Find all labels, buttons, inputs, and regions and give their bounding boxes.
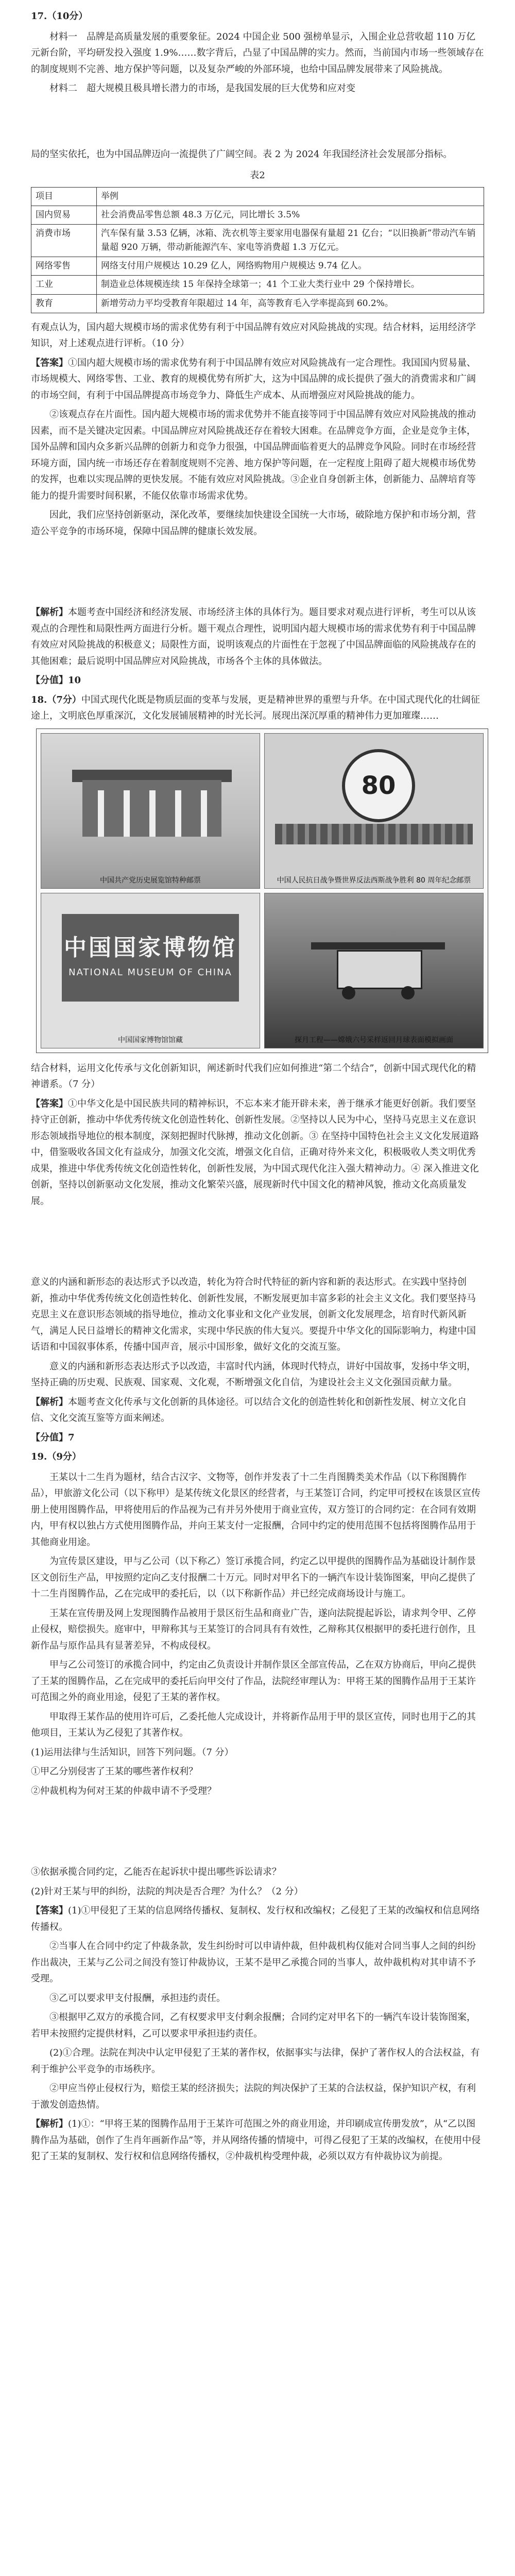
wheel-shape	[401, 986, 415, 999]
q19-line-2: 为宣传景区建设，甲与乙公司（以下称乙）签订承揽合同，约定乙以甲提供的图腾作品为基础设计制作景区文创衍生产品，甲按照约定向乙支付报酬二十万元。同时对甲名下的一辆汽车设计装饰图案，甲向乙提供了十二生肖图腾作品，乙在完成甲的委托后，以（以下称新作品）并已经完成商场设计与施工。	[31, 1556, 476, 1600]
q18-intro: 中国式现代化既是物质层面的变革与发展，更是精神世界的重塑与升华。在中国式现代化的壮阔征途上，文明底色厚重深沉，文化发展铺展精神的时光长河。展现出深沉厚重的精神伟力更加璀璨……	[31, 694, 480, 722]
analysis-label: 【解析】	[31, 607, 68, 618]
answer-label: 【答案】	[31, 357, 68, 368]
table-cell-example: 新增劳动力平均受教育年限超过 14 年，高等教育毛入学率提高到 60.2%。	[97, 294, 484, 313]
q19-line-4: 甲与乙公司签订的承揽合同中，约定由乙负责设计并制作景区全部宣传品，乙在双方协商后，甲向乙提供了王某的图腾作品，乙在完成甲的委托后向甲交付了作品，法院经审理认为：甲将王某的图腾作品用于王某许可范围之外的商业用途，侵犯了王某的著作权。	[31, 1659, 476, 1703]
blank-gap	[31, 1802, 484, 1864]
q18-answer-block	[31, 1096, 484, 1210]
stamp-panel-museum	[41, 733, 260, 889]
table-cell-example: 网络支付用户规模达 10.29 亿人，网络购物用户规模达 9.74 亿人。	[97, 257, 484, 276]
table-row	[31, 276, 484, 294]
q17-number: 17.（10分）	[31, 11, 88, 22]
table-cell-example: 汽车保有量 3.53 亿辆，冰箱、洗衣机等主要家用电器保有量超 21 亿台；“以旧换新”带动汽车销量超 920 万辆，带动新能源汽车、家电等消费超 1.3 万亿元。	[97, 224, 484, 257]
table-row	[31, 224, 484, 257]
blank-gap	[31, 543, 484, 604]
panel-caption: 中国人民抗日战争暨世界反法西斯战争胜利 80 周年纪念邮票	[277, 876, 471, 885]
museum-plaque	[62, 914, 239, 1002]
q19-sub-q2: ②仲裁机构为何对王某的仲裁申请不予受理？	[31, 1785, 216, 1797]
q18-question: 结合材料，运用文化传承与文化创新知识，阐述新时代我们应如何推进“第二个结合”，创新中国式现代化的精神谱系。（7 分）	[31, 1062, 476, 1090]
lander-shape	[337, 950, 422, 989]
indicator-table	[31, 187, 484, 313]
q19-answer-line-1: (1)①甲侵犯了王某的信息网络传播权、复制权、发行权和改编权；乙侵犯了王某的改编权和信息网络传播权。	[31, 1905, 480, 1933]
q17-answer-line-3: 因此，我们应坚持创新驱动，深化改革，要继续加快建设全国统一大市场，破除地方保护和市场分割，营造公平竞争的市场环境，保障中国品牌的健康长效发展。	[31, 510, 476, 537]
q18-number: 18.（7分）	[31, 694, 81, 705]
table-cell-example: 制造业总体规模连续 15 年保持全球第一；41 个工业大类行业中 29 个保持增长。	[97, 276, 484, 294]
panel-caption: 中国共产党历史展览馆特种邮票	[100, 876, 201, 885]
solar-panel-shape	[311, 942, 445, 950]
q17-material1: 材料一 品牌是高质量发展的重要象征。2024 中国企业 500 强榜单显示，入围企业总营收超 110 万亿元新台阶，平均研发投入强度 1.9%……数字背后，凸显了中国品牌的实力。然而，当前国内市场一些领域存在的制度规则不完善、地方保护等问题，以及复杂严峻的外部环境，也给中国品牌发展带来了风险挑战。	[31, 31, 484, 75]
blank-gap	[31, 1212, 484, 1274]
q18-score: 【分值】7	[31, 1432, 75, 1443]
q19-answer-line-4: ③根据甲乙双方的承揽合同，乙有权要求甲支付剩余报酬；合同约定对甲名下的一辆汽车设计装饰图案，若甲未按照约定提供材料，乙可以要求甲承担违约责任。	[31, 2012, 476, 2039]
table-row	[31, 206, 484, 224]
table-header-cell: 举例	[97, 187, 484, 206]
q18-answer-line-1: ①中华文化是中国民族共同的精神标识，不忘本来才能开辟未来，善于继承才能更好创新。我们要坚持守正创新，推动中华优秀传统文化创造性转化、创新性发展。②坚持以人民为中心，坚持马克思主义在意识形态领域指导地位的根本制度，深刻把握时代脉搏，推动文化创新。③ 在坚持中国特色社会主义文化发展道路中，借鉴吸收各国文化有益成分，加强文化交流，增强文化自信，正确对待外来文化，积极吸收人类文明优秀成果，推进中华优秀传统文化创造性转化，创新性发展，为中国式现代化注入强大精神动力。④ 深入推进文化创新，坚持以创新驱动文化发展，推动文化繁荣兴盛，展现新时代中国文化的精神风貌，推动文化高质量发展。	[31, 1098, 479, 1207]
wheel-shape	[342, 986, 355, 999]
q19-answer-line-3: ③乙可以要求甲支付报酬，承担违约责任。	[49, 1992, 226, 2004]
q19-analysis-block	[31, 2116, 484, 2165]
q17-analysis-block	[31, 604, 484, 669]
plaque-english-text: NATIONAL MUSEUM OF CHINA	[68, 967, 232, 978]
q18-analysis-block	[31, 1394, 484, 1427]
anniversary-badge: 80	[342, 749, 415, 822]
table-row	[31, 294, 484, 313]
table-cell-example: 社会消费品零售总额 48.3 万亿元，同比增长 3.5%	[97, 206, 484, 224]
document-body	[31, 6, 484, 2168]
q19-sub-q3: ③依据承揽合同约定，乙能否在起诉状中提出哪些诉讼请求？	[31, 1867, 281, 1878]
table-cell-category: 工业	[31, 276, 97, 294]
stamp-panel-anniversary	[264, 733, 484, 889]
table-cell-category: 教育	[31, 294, 97, 313]
stamp-figure	[36, 728, 488, 1053]
q19-sub-q1: ①甲乙分别侵害了王某的哪些著作权利？	[31, 1766, 198, 1777]
stamp-panel-national-museum	[41, 893, 260, 1048]
q17-answer-line-1: ①国内超大规模市场的需求优势有利于中国品牌有效应对风险挑战有一定合理性。我国国内贸易量、市场规模大、网络零售、工业、教育的规模优势有所扩大，这为中国品牌的成长提供了强大的消费需求和广阔的市场空间，有利于中国品牌提高市场竞争力、降低生产成本、从而增强应对风险挑战的能力。	[31, 357, 476, 401]
q17-question: 有观点认为，国内超大规模市场的需求优势有利于中国品牌有效应对风险挑战的实现。结合材料，运用经济学知识，对上述观点进行评析。（10 分）	[31, 321, 476, 349]
q18-analysis: 本题考查文化传承与文化创新的具体途径。可以结合文化的创造性转化和创新性发展、树立文化自信、文化交流互鉴等方面来阐述。	[31, 1396, 467, 1424]
q17-answer-line-2: ②该观点存在片面性。国内超大规模市场的需求优势并不能直接等同于中国品牌有效应对风险挑战的推动因素，而不是关键决定因素。中国品牌应对风险挑战还存在着较大困难。在品牌竞争方面，企业是竞争主体，国外品牌和国内众多新兴品牌的创新力和竞争力很强，中国品牌面临着更大的品牌竞争风险。同时在市场经营环境方面，国内统一市场还存在着制度规则不完善、地方保护等问题，在一定程度上阻碍了超大规模市场优势的发挥，也难以实现品牌的更快发展。不能有效应对风险挑战。③企业自身创新主体，创新能力、品牌培育等能力的提升需要时间积累，不能仅依靠市场需求优势。	[31, 409, 476, 501]
table-title: 表2	[250, 170, 265, 181]
q19-answer-line-2: ②当事人在合同中约定了仲裁条款，发生纠纷时可以申请仲裁，但仲裁机构仅能对合同当事人之间的纠纷作出裁决，王某与乙公司之间没有签订仲裁协议，王某不是甲乙承揽合同的当事人，故仲裁机构对其申请不予受理。	[31, 1941, 476, 1985]
q17-material2-a: 材料二 超大规模且极具增长潜力的市场，是我国发展的巨大优势和应对变	[49, 83, 355, 94]
q19-line-1: 王某以十二生肖为题材，结合古汉字、文物等，创作并发表了十二生肖图腾类美术作品（以下称图腾作品），甲旅游文化公司（以下称甲）是某传统文化景区的经营者，与王某签订合同，约定甲可授权在该景区宣传册上使用图腾作品，甲将使用后的作品视为己有并另外使用于商业宣传，双方签订的合同约定：在合同有效期内，甲有权以独占方式使用图腾作品，并向王某支付一定报酬，合同中约定的使用范围不包括将图腾作品用于其他商业用途。	[31, 1471, 480, 1548]
table-cell-category: 消费市场	[31, 224, 97, 257]
q18-answer-line-2: 意义的内涵和新形态的表达形式予以改造，转化为符合时代特征的新内容和新的表达形式。在实践中坚持创新，推动中华优秀传统文化创造性转化、创新性发展，不断发展更加丰富多彩的社会主义文化。我们要坚持马克思主义在意识形态领域的指导地位，推动文化事业和文化产业发展，创新文化发展理念，培育时代新风新气，满足人民日益增长的精神文化需求，实现中华民族的伟大复兴。要提升中华文化的国际影响力，构建中国话语和中国叙事体系，传播中国声音，展示中国形象，做好文化的交流互鉴。	[31, 1277, 476, 1353]
blank-gap	[31, 100, 484, 146]
q18-intro-block	[31, 692, 484, 724]
q17-material2-b: 局的坚实依托，也为中国品牌迈向一流提供了广阔空间。表 2 为 2024 年我国经济社会发展部分指标。	[31, 148, 453, 160]
column-shape	[98, 790, 104, 837]
analysis-label: 【解析】	[31, 2119, 68, 2130]
great-wall-shape	[275, 824, 473, 844]
q19-number: 19.（9分）	[31, 1451, 81, 1463]
panel-caption: 中国国家博物馆馆藏	[118, 1036, 183, 1044]
q19-line-3: 王某在宣传册及网上发现图腾作品被用于景区衍生品和商业广告，遂向法院提起诉讼，请求判令甲、乙停止侵权，赔偿损失。庭审中，甲辩称其与王某签订的合同具有有效性，乙辩称其仅根据甲的委托进行创作，且新作品与原作品具有显著差异，不构成侵权。	[31, 1607, 476, 1651]
table-header-cell: 项目	[31, 187, 97, 206]
table-row	[31, 257, 484, 276]
q17-answer-block	[31, 355, 484, 404]
q19-line-5: 甲取得王某作品的使用许可后，乙委托他人完成设计，并将新作品用于甲的景区宣传，同时也用于乙的其他项目，王某认为乙侵犯了其著作权。	[31, 1711, 476, 1739]
q19-answer-block	[31, 1903, 484, 1935]
column-shape	[201, 790, 207, 837]
q19-sub-q4: (2)针对王某与甲的纠纷，法院的判决是否合理？为什么？（2 分）	[31, 1886, 303, 1897]
q19-answer-line-6: ②甲应当停止侵权行为，赔偿王某的经济损失；法院的判决保护了王某的合法权益，保护知识产权，有利于激发创造热情。	[31, 2083, 476, 2110]
stamp-panel-lunar-probe	[264, 893, 484, 1048]
q19-answer-line-5: (2)①合理。法院在判决中认定甲侵犯了王某的著作权，依据事实与法律，保护了著作权人的合法权益，有利于维护公平竞争的市场秩序。	[31, 2047, 480, 2075]
answer-label: 【答案】	[31, 1098, 68, 1109]
column-shape	[149, 790, 156, 837]
analysis-label: 【解析】	[31, 1396, 68, 1408]
table-cell-category: 国内贸易	[31, 206, 97, 224]
q18-answer-line-3: 意义的内涵和新形态表达形式予以改造，丰富时代内涵，体现时代特点，讲好中国故事，发扬中华文明，坚持正确的历史观、民族观、国家观、文化观，不断增强文化自信，为建设社会主义文化强国贡献力量。	[31, 1361, 476, 1388]
q17-analysis: 本题考查中国经济和经济发展、市场经济主体的具体行为。题目要求对观点进行评析，考生可以从该观点的合理性和局限性两方面进行分析。题干观点合理性，说明国内超大规模市场的需求优势有利于中国品牌有效应对风险挑战的积极意义；局限性方面，说明该观点的片面性在于忽视了中国品牌面临的风险挑战存在的其他困难；最后说明中国品牌应对风险挑战，市场各个主体的具体做法。	[31, 607, 476, 667]
answer-label: 【答案】	[31, 1905, 68, 1917]
column-shape	[124, 790, 130, 837]
panel-caption: 探月工程——嫦娥六号采样返回月球表面模拟画面	[295, 1036, 453, 1044]
plaque-chinese-text: 中国国家博物馆	[64, 934, 237, 961]
q19-analysis: (1)①：“甲将王某的图腾作品用于王某许可范围之外的商业用途，并印刷成宣传册发放”，从“乙以图腾作品为基础，创作了生肖年画新作品”等，并从网络传播的情境中，可得乙侵犯了王某的改编权，在使用中侵犯了王某的复制权、发行权和信息网络传播权，②仲裁机构受理仲裁，必须以双方有仲裁协议为前提。	[31, 2119, 481, 2162]
q19-sub-intro: (1)运用法律与生活知识，回答下列问题。（7 分）	[31, 1747, 234, 1758]
table-cell-category: 网络零售	[31, 257, 97, 276]
table-header-row	[31, 187, 484, 206]
q17-score: 【分值】10	[31, 675, 81, 686]
column-shape	[175, 790, 181, 837]
